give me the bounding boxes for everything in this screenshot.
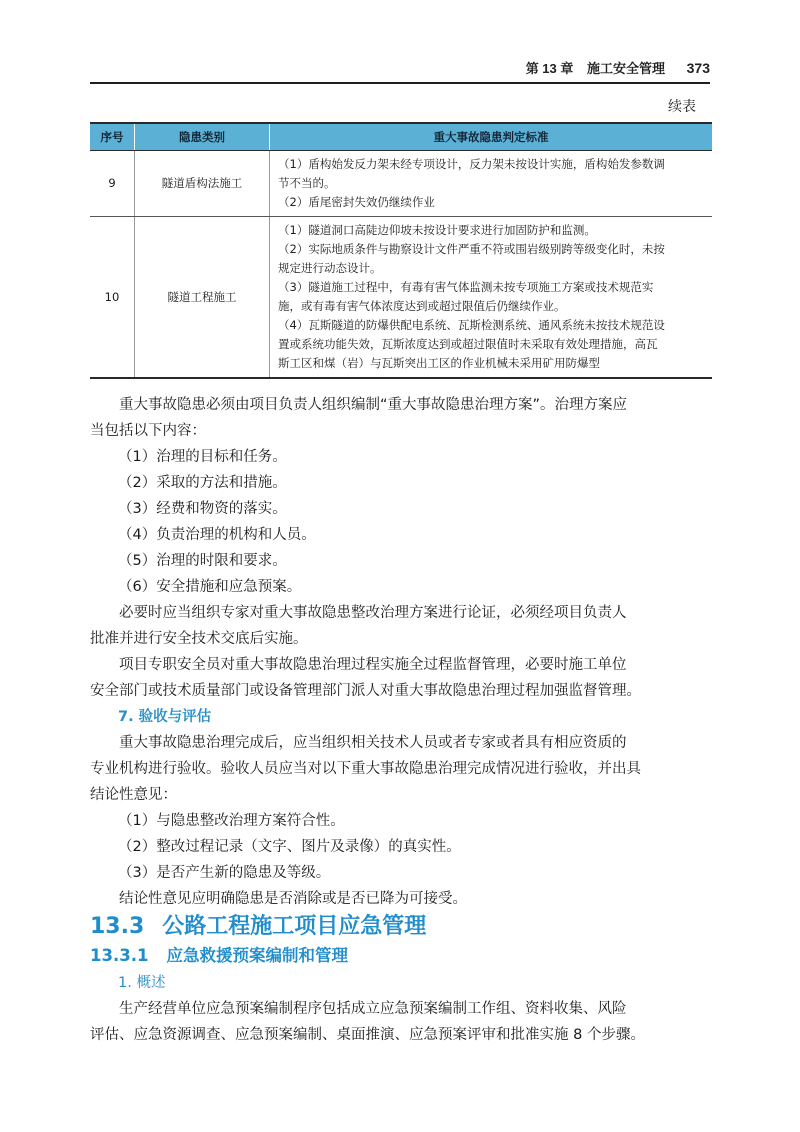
- list-item: （2）采取的方法和措施。: [118, 475, 287, 491]
- criteria-line: 施，或有毒有害气体浓度达到或超过限值后仍继续作业。: [278, 299, 566, 313]
- heading-overview: 1. 概述: [118, 975, 166, 991]
- section-title: 公路工程施工项目应急管理: [162, 914, 427, 939]
- paragraph-line: 项目专职安全员对重大事故隐患治理过程实施全过程监督管理，必要时施工单位: [119, 657, 627, 673]
- col-header-category: 隐患类别: [135, 123, 270, 151]
- cell-no: 9: [90, 151, 135, 217]
- chapter-number: 第 13 章: [525, 61, 574, 76]
- paragraph-line: 当包括以下内容：: [90, 423, 206, 439]
- subsection-number: 13.3.1: [90, 946, 149, 965]
- table-row: [90, 217, 712, 379]
- list-item: （1）与隐患整改治理方案符合性。: [118, 813, 345, 829]
- paragraph-line: 重大事故隐患必须由项目负责人组织编制“重大事故隐患治理方案”。治理方案应: [119, 397, 628, 413]
- list-item: （3）是否产生新的隐患及等级。: [118, 865, 331, 881]
- col-header-criteria: 重大事故隐患判定标准: [270, 123, 713, 151]
- paragraph-line: 重大事故隐患治理完成后，应当组织相关技术人员或者专家或者具有相应资质的: [119, 735, 627, 751]
- list-item: （3）经费和物资的落实。: [118, 501, 287, 517]
- heading-acceptance: 7. 验收与评估: [118, 709, 212, 725]
- list-item: （6）安全措施和应急预案。: [118, 579, 302, 595]
- criteria-line: （2）实际地质条件与勘察设计文件严重不符或围岩级别跨等级变化时，未按: [278, 242, 665, 256]
- criteria-line: 置或系统功能失效，瓦斯浓度达到或超过限值时未采取有效处理措施，高瓦: [278, 337, 658, 351]
- running-header: [90, 58, 710, 82]
- paragraph-line: 评估、应急资源调查、应急预案编制、桌面推演、应急预案评审和批准实施 8 个步骤。: [90, 1027, 645, 1043]
- list-item: （4）负责治理的机构和人员。: [118, 527, 316, 543]
- continued-label: 续表: [668, 99, 696, 115]
- section-heading: [90, 912, 712, 942]
- criteria-line: 规定进行动态设计。: [278, 261, 382, 275]
- cell-no: 10: [90, 217, 135, 379]
- page-number: 373: [686, 60, 710, 76]
- table-row: [90, 151, 712, 217]
- cell-criteria: [270, 217, 713, 379]
- criteria-line: （2）盾尾密封失效仍继续作业: [278, 195, 435, 209]
- criteria-line: （3）隧道施工过程中，有毒有害气体监测未按专项施工方案或技术规范实: [278, 280, 654, 294]
- criteria-line: 节不当的。: [278, 176, 336, 190]
- paragraph-line: 必要时应当组织专家对重大事故隐患整改治理方案进行论证，必须经项目负责人: [119, 605, 627, 621]
- subsection-title: 应急救援预案编制和管理: [166, 946, 348, 965]
- hazard-table: [90, 122, 712, 379]
- paragraph-line: 安全部门或技术质量部门或设备管理部门派人对重大事故隐患治理过程加强监督管理。: [90, 683, 641, 699]
- paragraph-line: 专业机构进行验收。验收人员应当对以下重大事故隐患治理完成情况进行验收，并出具: [90, 761, 641, 777]
- criteria-line: （1）隧道洞口高陡边仰坡未按设计要求进行加固防护和监测。: [278, 223, 596, 237]
- paragraph-line: 批准并进行安全技术交底后实施。: [90, 631, 308, 647]
- paragraph-line: 结论性意见：: [90, 787, 177, 803]
- chapter-title: 施工安全管理: [587, 61, 666, 76]
- section-number: 13.3: [90, 914, 145, 939]
- subsection-heading: [90, 942, 712, 970]
- table-header-row: [90, 123, 712, 151]
- list-item: （1）治理的目标和任务。: [118, 449, 287, 465]
- paragraph-line: 生产经营单位应急预案编制程序包括成立应急预案编制工作组、资料收集、风险: [119, 1001, 627, 1017]
- body-text: [90, 392, 712, 1048]
- header-rule: [90, 82, 710, 84]
- cell-criteria: [270, 151, 713, 217]
- paragraph-line: 结论性意见应明确隐患是否消除或是否已降为可接受。: [119, 891, 467, 907]
- col-header-no: 序号: [90, 123, 135, 151]
- cell-category: 隧道盾构法施工: [135, 151, 270, 217]
- criteria-line: （4）瓦斯隧道的防爆供配电系统、瓦斯检测系统、通风系统未按技术规范设: [278, 318, 665, 332]
- list-item: （2）整改过程记录（文字、图片及录像）的真实性。: [118, 839, 461, 855]
- cell-category: 隧道工程施工: [135, 217, 270, 379]
- criteria-line: （1）盾构始发反力架未经专项设计，反力架未按设计实施，盾构始发参数调: [278, 157, 665, 171]
- list-item: （5）治理的时限和要求。: [118, 553, 287, 569]
- criteria-line: 斯工区和煤（岩）与瓦斯突出工区的作业机械未采用矿用防爆型: [278, 356, 600, 370]
